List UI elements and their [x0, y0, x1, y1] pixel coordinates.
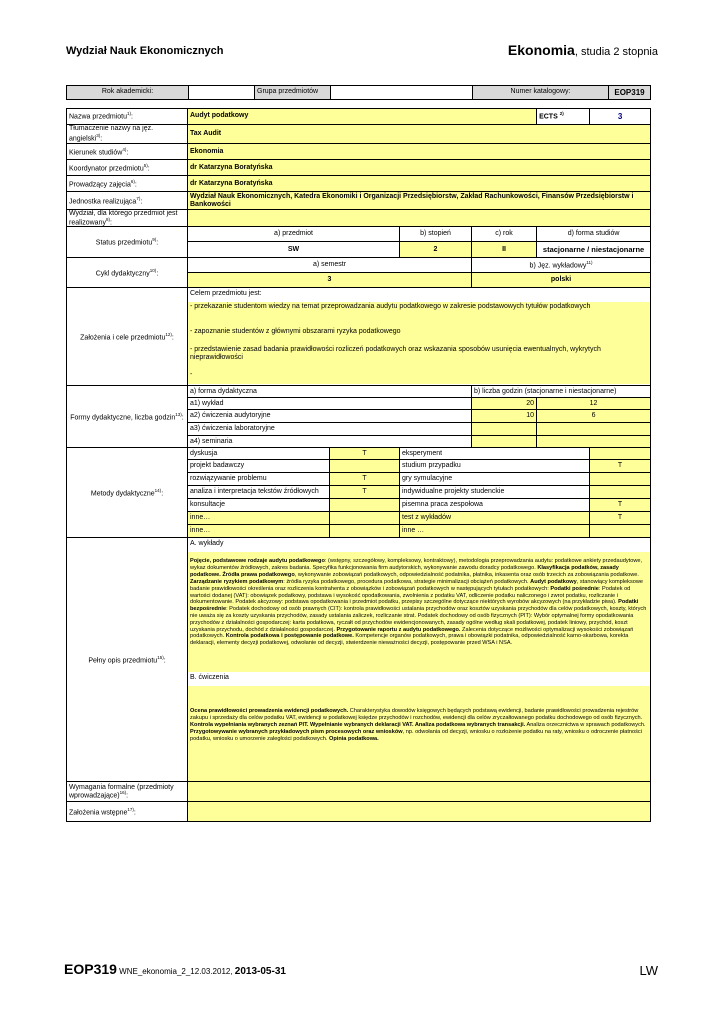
- ects-label: ECTS $^{2)}$: [537, 109, 590, 125]
- description-run: Pojęcie, podstawowe rodzaje audytu podatkowego: [190, 558, 325, 565]
- status-val-d: stacjonarne / niestacjonarne: [537, 242, 651, 258]
- unit-label: Jednostka realizująca$^{7)}$:: [67, 192, 188, 210]
- cycle-label: Cykl dydaktyczny$^{10)}$:: [67, 258, 188, 288]
- method-left: dyskusja: [188, 448, 330, 460]
- footer-date: 2013-05-31: [234, 966, 286, 977]
- description-run: Podatki bezpośrednie: [190, 599, 639, 613]
- row-lecturer: [67, 176, 651, 192]
- method-right-mark: T: [590, 460, 651, 473]
- program-level: , studia 2 stopnia: [574, 46, 658, 58]
- method-right: studium przypadku: [400, 460, 590, 473]
- row-forms-head: [67, 386, 651, 398]
- description-run: : źródła ryzyka podatkowego, procedura podatkowa, strategie minimalizacji obciążeń podatkowych.: [283, 578, 531, 585]
- lecturer-label: Prowadzący zajęcia$^{6)}$:: [67, 176, 188, 192]
- cycle-col-a: a) semestr: [188, 258, 472, 273]
- description-run: Przygotowanie raportu z audytu podatkowego.: [336, 626, 461, 633]
- status-val-a: SW: [188, 242, 400, 258]
- lecture-heading: A. wykłady: [190, 540, 224, 548]
- description-run: : (wstępny, szczegółowy, kompleksowy, kontraktowy), metodologia przeprowadzania audytu: podatkowe ankiety przedaudytowe, wykaz dokumentów źródłowych, zakres badania. Specyfika funkcjonowania firm audytorskich, wykonywanie zawodu doradcy podatkowego.: [190, 558, 643, 572]
- forms-col-b: b) liczba godzin (stacjonarne i niestacjonarne): [472, 386, 651, 398]
- forms-row-name: a4) seminaria: [188, 436, 472, 448]
- description-run: Zalecenia dotyczące możliwości optymalizacji wysokości zobowiązań podatkowych.: [190, 626, 634, 640]
- method-right: indywidualne projekty studenckie: [400, 486, 590, 499]
- method-left: inne…: [188, 512, 330, 525]
- goals-item-2: - zapoznanie studentów z głównymi obszarami ryzyka podatkowego: [188, 324, 650, 342]
- method-right: test z wykładów: [400, 512, 590, 525]
- forms-col-a: a) forma dydaktyczna: [188, 386, 472, 398]
- requirements-value: [188, 782, 651, 802]
- description-run: Podatki pośrednie: [550, 585, 599, 592]
- method-left: konsultacje: [188, 499, 330, 512]
- method-right-mark: [590, 448, 651, 460]
- description-run: Klasyfikacja podatków, zasady podatkowe. Źródła prawa podatkowego: [190, 565, 619, 579]
- forms-row-niestac: 12: [537, 398, 651, 410]
- description-run: Zarządzanie ryzykiem podatkowym: [190, 578, 284, 585]
- method-right-mark: [590, 525, 651, 538]
- description-run: Przygotowywanie wybranych przykładowych pism procesowych oraz wniosków: [190, 728, 403, 735]
- method-left-mark: T: [330, 448, 400, 460]
- row-description: [67, 538, 651, 782]
- coordinator-label: Koordynator przedmiotu$^{5)}$:: [67, 160, 188, 176]
- exercise-heading: B. ćwiczenia: [190, 674, 229, 682]
- method-left: inne…: [188, 525, 330, 538]
- method-left-mark: [330, 499, 400, 512]
- description-value: [188, 538, 651, 782]
- description-run: , wykonywanie zobowiązań podatkowych, odpowiedzialność podatnika, płatnika, inkasenta oraz osób trzecich za zobowiązania podatkowe.: [294, 572, 639, 579]
- description-run: Kompetencje organów podatkowych, prawa i obowiązki podatnika, odpowiedzialność karno-skarbowa, korekta deklaracji, elementy decyzji podatkowej, odwołanie od decyzji, stwierdzenie nieważności decyzji, postępowanie przed WSA i NSA.: [190, 633, 629, 647]
- cycle-col-b: b) Jęz. wykładowy$^{11)}$: [472, 258, 651, 273]
- status-val-b: 2: [400, 242, 472, 258]
- method-right-mark: [590, 486, 651, 499]
- status-val-c: II: [472, 242, 537, 258]
- description-run: : Podatek dochodowy od osób prawnych (CIT): kontrola prawidłowości ustalania przychodów oraz kosztów uzyskania przychodów dla celów podatkowych, koszty, których nie uważa się za koszty uzyskania przychodów, zasady ustalania zaliczek, rozliczanie strat. Podatek dochodowy od osób fizycznych (PIT): Wybór optymalnej formy opodatkowania przychodów z działalności gospodarczej: karta podatkowa, ryczałt od przychodów ewidencjonowanych, zasady ogólne według skali podatkowej, podatek liniowy, przychód, koszt uzyskania przychodu, dochód z działalności gospodarczej.: [190, 606, 647, 633]
- exercise-text: [188, 686, 650, 781]
- program-title: [508, 42, 658, 58]
- department-value: [188, 210, 651, 227]
- description-run: Audyt podatkowy: [530, 578, 577, 585]
- goals-value: [188, 288, 651, 386]
- forms-row-name: a3) ćwiczenia laboratoryjne: [188, 423, 472, 436]
- method-left-mark: T: [330, 473, 400, 486]
- program-name: Ekonomia: [507, 42, 575, 58]
- description-run: : Podatek od wartości dodanej (VAT): obowiązek podatkowy, podstawa i wysokość opodatkowania, zwolnienia z podatku VAT, odliczenie podatku naliczonego i zwrot podatku, rozliczanie i dokumentowanie. Podatek akcyzowy: podstawa opodatkowania i przedmiot podatku, przepisy szczególne dotyczące niektórych wyrobów akcyzowych (na przykładzie piwa).: [190, 585, 631, 606]
- row-cycle-head: [67, 258, 651, 273]
- description-label: Pełny opis przedmiotu$^{15)}$:: [67, 538, 188, 782]
- method-right-mark: T: [590, 512, 651, 525]
- description-run: Charakterystyka dowodów księgowych będących podstawą ewidencji, badanie prawidłowości prowadzenia rejestrów zakupu i sprzedaży dla celów podatku VAT, ewidencji w podatkowej księdze przychodów i rozchodów, ewidencji dla celów zryczałtowanego podatku dochodowego od osób fizycznych.: [190, 708, 643, 722]
- method-left: analiza i interpretacja tekstów źródłowych: [188, 486, 330, 499]
- ects-value: 3: [590, 109, 651, 125]
- method-left: projekt badawczy: [188, 460, 330, 473]
- catalog-number-value: EOP319: [609, 86, 651, 100]
- forms-row-niestac: 6: [537, 410, 651, 423]
- year-label: Rok akademicki:: [67, 86, 189, 100]
- description-run: Ocena prawidłowości prowadzenia ewidencji podatkowych.: [190, 708, 349, 715]
- english-name-label: Tłumaczenie nazwy na jęz. angielski$^{3)}$:: [67, 125, 188, 144]
- year-value: [189, 86, 255, 100]
- cycle-val-b: polski: [472, 273, 651, 288]
- row-requirements: [67, 782, 651, 802]
- description-run: Opinia podatkowa.: [329, 735, 379, 742]
- group-label: Grupa przedmiotów: [255, 86, 331, 100]
- status-col-b: b) stopień: [400, 227, 472, 242]
- description-run: , np. odwołania od decyzji, wniosku o rozłożenie podatku na raty, wniosku o odroczenie płatności podatku, wniosku o umorzenie zaległości podatkowych.: [190, 728, 642, 742]
- method-right-mark: T: [590, 499, 651, 512]
- status-col-d: d) forma studiów: [537, 227, 651, 242]
- field-label: Kierunek studiów$^{4)}$:: [67, 144, 188, 160]
- forms-row-name: a1) wykład: [188, 398, 472, 410]
- footer-code: EOP319: [64, 961, 117, 977]
- coordinator-value: dr Katarzyna Boratyńska: [188, 160, 651, 176]
- description-run: Analiza orzecznictwa w sprawach podatkowych.: [525, 722, 646, 729]
- goals-item-3: - przedstawienie zasad badania prawidłowości rozliczeń podatkowych oraz wskazania sposobów usunięcia ewentualnych, wykrytych nieprawidłowości: [188, 342, 650, 370]
- department-label: Wydział, dla którego przedmiot jest realizowany$^{8)}$:: [67, 210, 188, 227]
- method-right: inne …: [400, 525, 590, 538]
- forms-label: Formy dydaktyczne, liczba godzin$^{13)}$:: [67, 386, 188, 448]
- goals-label: Założenia i cele przedmiotu$^{12)}$:: [67, 288, 188, 386]
- row-goals: [67, 288, 651, 386]
- status-col-c: c) rok: [472, 227, 537, 242]
- prerequisites-label: Założenia wstępne$^{17)}$:: [67, 802, 188, 822]
- footer-initials: LW: [639, 963, 658, 978]
- method-left-mark: [330, 460, 400, 473]
- goals-intro: Celem przedmiotu jest:: [190, 290, 262, 298]
- method-right: pisemna praca zespołowa: [400, 499, 590, 512]
- row-department: [67, 210, 651, 227]
- methods-row: [67, 448, 651, 460]
- footer-info: [64, 961, 286, 977]
- forms-row-stac: [472, 423, 537, 436]
- english-name-value: Tax Audit: [188, 125, 651, 144]
- row-course-name: [67, 109, 651, 125]
- row-english-name: [67, 125, 651, 144]
- course-name-label: Nazwa przedmiotu$^{1)}$:: [67, 109, 188, 125]
- goals-item-4: -: [188, 370, 650, 384]
- status-label: Status przedmiotu$^{9)}$:: [67, 227, 188, 258]
- lecture-text: [188, 552, 650, 672]
- footer-file: WNE_ekonomia_2_12.03.2012,: [116, 967, 235, 976]
- catalog-bar: [66, 85, 651, 100]
- forms-row-stac: 20: [472, 398, 537, 410]
- method-right: eksperyment: [400, 448, 590, 460]
- group-value: [331, 86, 473, 100]
- requirements-label: Wymagania formalne (przedmioty wprowadzające)$^{16)}$:: [67, 782, 188, 802]
- method-left-mark: [330, 512, 400, 525]
- forms-row-stac: [472, 436, 537, 448]
- goals-item-1: - przekazanie studentom wiedzy na temat przeprowadzania audytu podatkowego w zakresie podstawowych tytułów podatkowych: [188, 302, 650, 324]
- methods-label: Metody dydaktyczne$^{14)}$:: [67, 448, 188, 538]
- description-run: Kontrola podatkowa i postępowanie podatkowe.: [225, 633, 354, 640]
- description-run: Kontrola wypełniania wybranych zeznań PIT. Wypełnianie wybranych deklaracji VAT. Analiza podatkowa wybranych transakcji.: [190, 722, 526, 729]
- prerequisites-value: [188, 802, 651, 822]
- forms-row-name: a2) ćwiczenia audytoryjne: [188, 410, 472, 423]
- method-left: rozwiązywanie problemu: [188, 473, 330, 486]
- forms-row-niestac: [537, 423, 651, 436]
- field-value: Ekonomia: [188, 144, 651, 160]
- method-left-mark: [330, 525, 400, 538]
- course-form: [66, 108, 651, 822]
- course-name-value: Audyt podatkowy: [188, 109, 537, 125]
- row-unit: [67, 192, 651, 210]
- row-status-head: [67, 227, 651, 242]
- forms-row-stac: 10: [472, 410, 537, 423]
- method-left-mark: T: [330, 486, 400, 499]
- unit-value: Wydział Nauk Ekonomicznych, Katedra Ekonomiki i Organizacji Przedsiębiorstw, Zakład Rachunkowości, Finansów Przedsiębiorstw i Bankowości: [188, 192, 651, 210]
- row-field: [67, 144, 651, 160]
- method-right: gry symulacyjne: [400, 473, 590, 486]
- catalog-number-label: Numer katalogowy:: [473, 86, 609, 100]
- forms-row-niestac: [537, 436, 651, 448]
- row-coordinator: [67, 160, 651, 176]
- faculty-title: Wydział Nauk Ekonomicznych: [66, 45, 224, 57]
- lecturer-value: dr Katarzyna Boratyńska: [188, 176, 651, 192]
- status-col-a: a) przedmiot: [188, 227, 400, 242]
- method-right-mark: [590, 473, 651, 486]
- cycle-val-a: 3: [188, 273, 472, 288]
- description-run: , stanowiący kompleksowe badanie prawidłowości określenia oraz rozliczenia kontrahenta z obowiązków i zobowiązań podatkowych w następujących tytułach podatkowych:: [190, 578, 644, 592]
- row-prerequisites: [67, 802, 651, 822]
